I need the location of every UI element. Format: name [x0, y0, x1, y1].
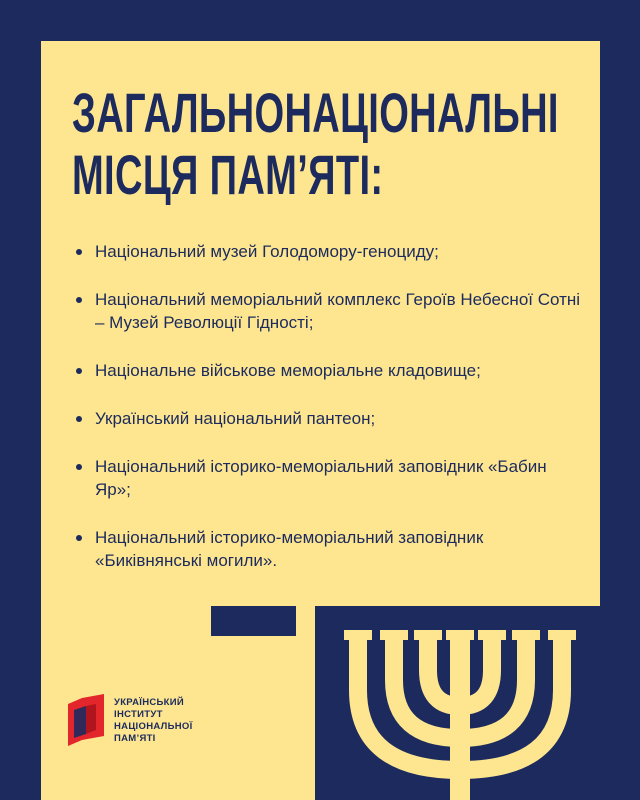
- institute-name-line: ІНСТИТУТ: [114, 709, 163, 720]
- panel-extension: [41, 606, 211, 636]
- bullet-icon: [76, 297, 82, 303]
- menorah-icon: [332, 630, 602, 800]
- page-title: [72, 81, 559, 206]
- institute-name-line: УКРАЇНСЬКИЙ: [114, 697, 184, 708]
- bullet-icon: [76, 416, 82, 422]
- bullet-icon: [76, 464, 82, 470]
- bullet-icon: [76, 249, 82, 255]
- list-item: [76, 407, 586, 430]
- bullet-icon: [76, 368, 82, 374]
- uinp-logo-icon: [66, 694, 106, 746]
- memorial-places-list: [76, 240, 586, 597]
- list-item-text: Національний музей Голодомору-геноциду;: [95, 242, 439, 261]
- title-line-2: МІСЦЯ ПАМ’ЯТІ:: [72, 143, 384, 206]
- list-item-text: Національний історико-меморіальний заповідник «Бабин Яр»;: [95, 457, 547, 499]
- bullet-icon: [76, 535, 82, 541]
- institute-name-line: НАЦІОНАЛЬНОЇ: [114, 721, 193, 732]
- list-item: [76, 288, 586, 334]
- list-item: [76, 455, 586, 501]
- panel-stem: [296, 606, 315, 800]
- institute-name-line: ПАМ’ЯТІ: [114, 733, 156, 744]
- title-line-1: ЗАГАЛЬНОНАЦІОНАЛЬНІ: [72, 81, 559, 144]
- list-item-text: Національне військове меморіальне кладовище;: [95, 361, 481, 380]
- list-item-text: Національний історико-меморіальний заповідник «Биківнянські могили».: [95, 528, 484, 570]
- list-item: [76, 359, 586, 382]
- list-item: [76, 526, 586, 572]
- list-item-text: Національний меморіальний комплекс Героїв Небесної Сотні – Музей Революції Гідності;: [95, 290, 581, 332]
- institute-name: [114, 697, 193, 745]
- list-item-text: Український національний пантеон;: [95, 409, 376, 428]
- list-item: [76, 240, 586, 263]
